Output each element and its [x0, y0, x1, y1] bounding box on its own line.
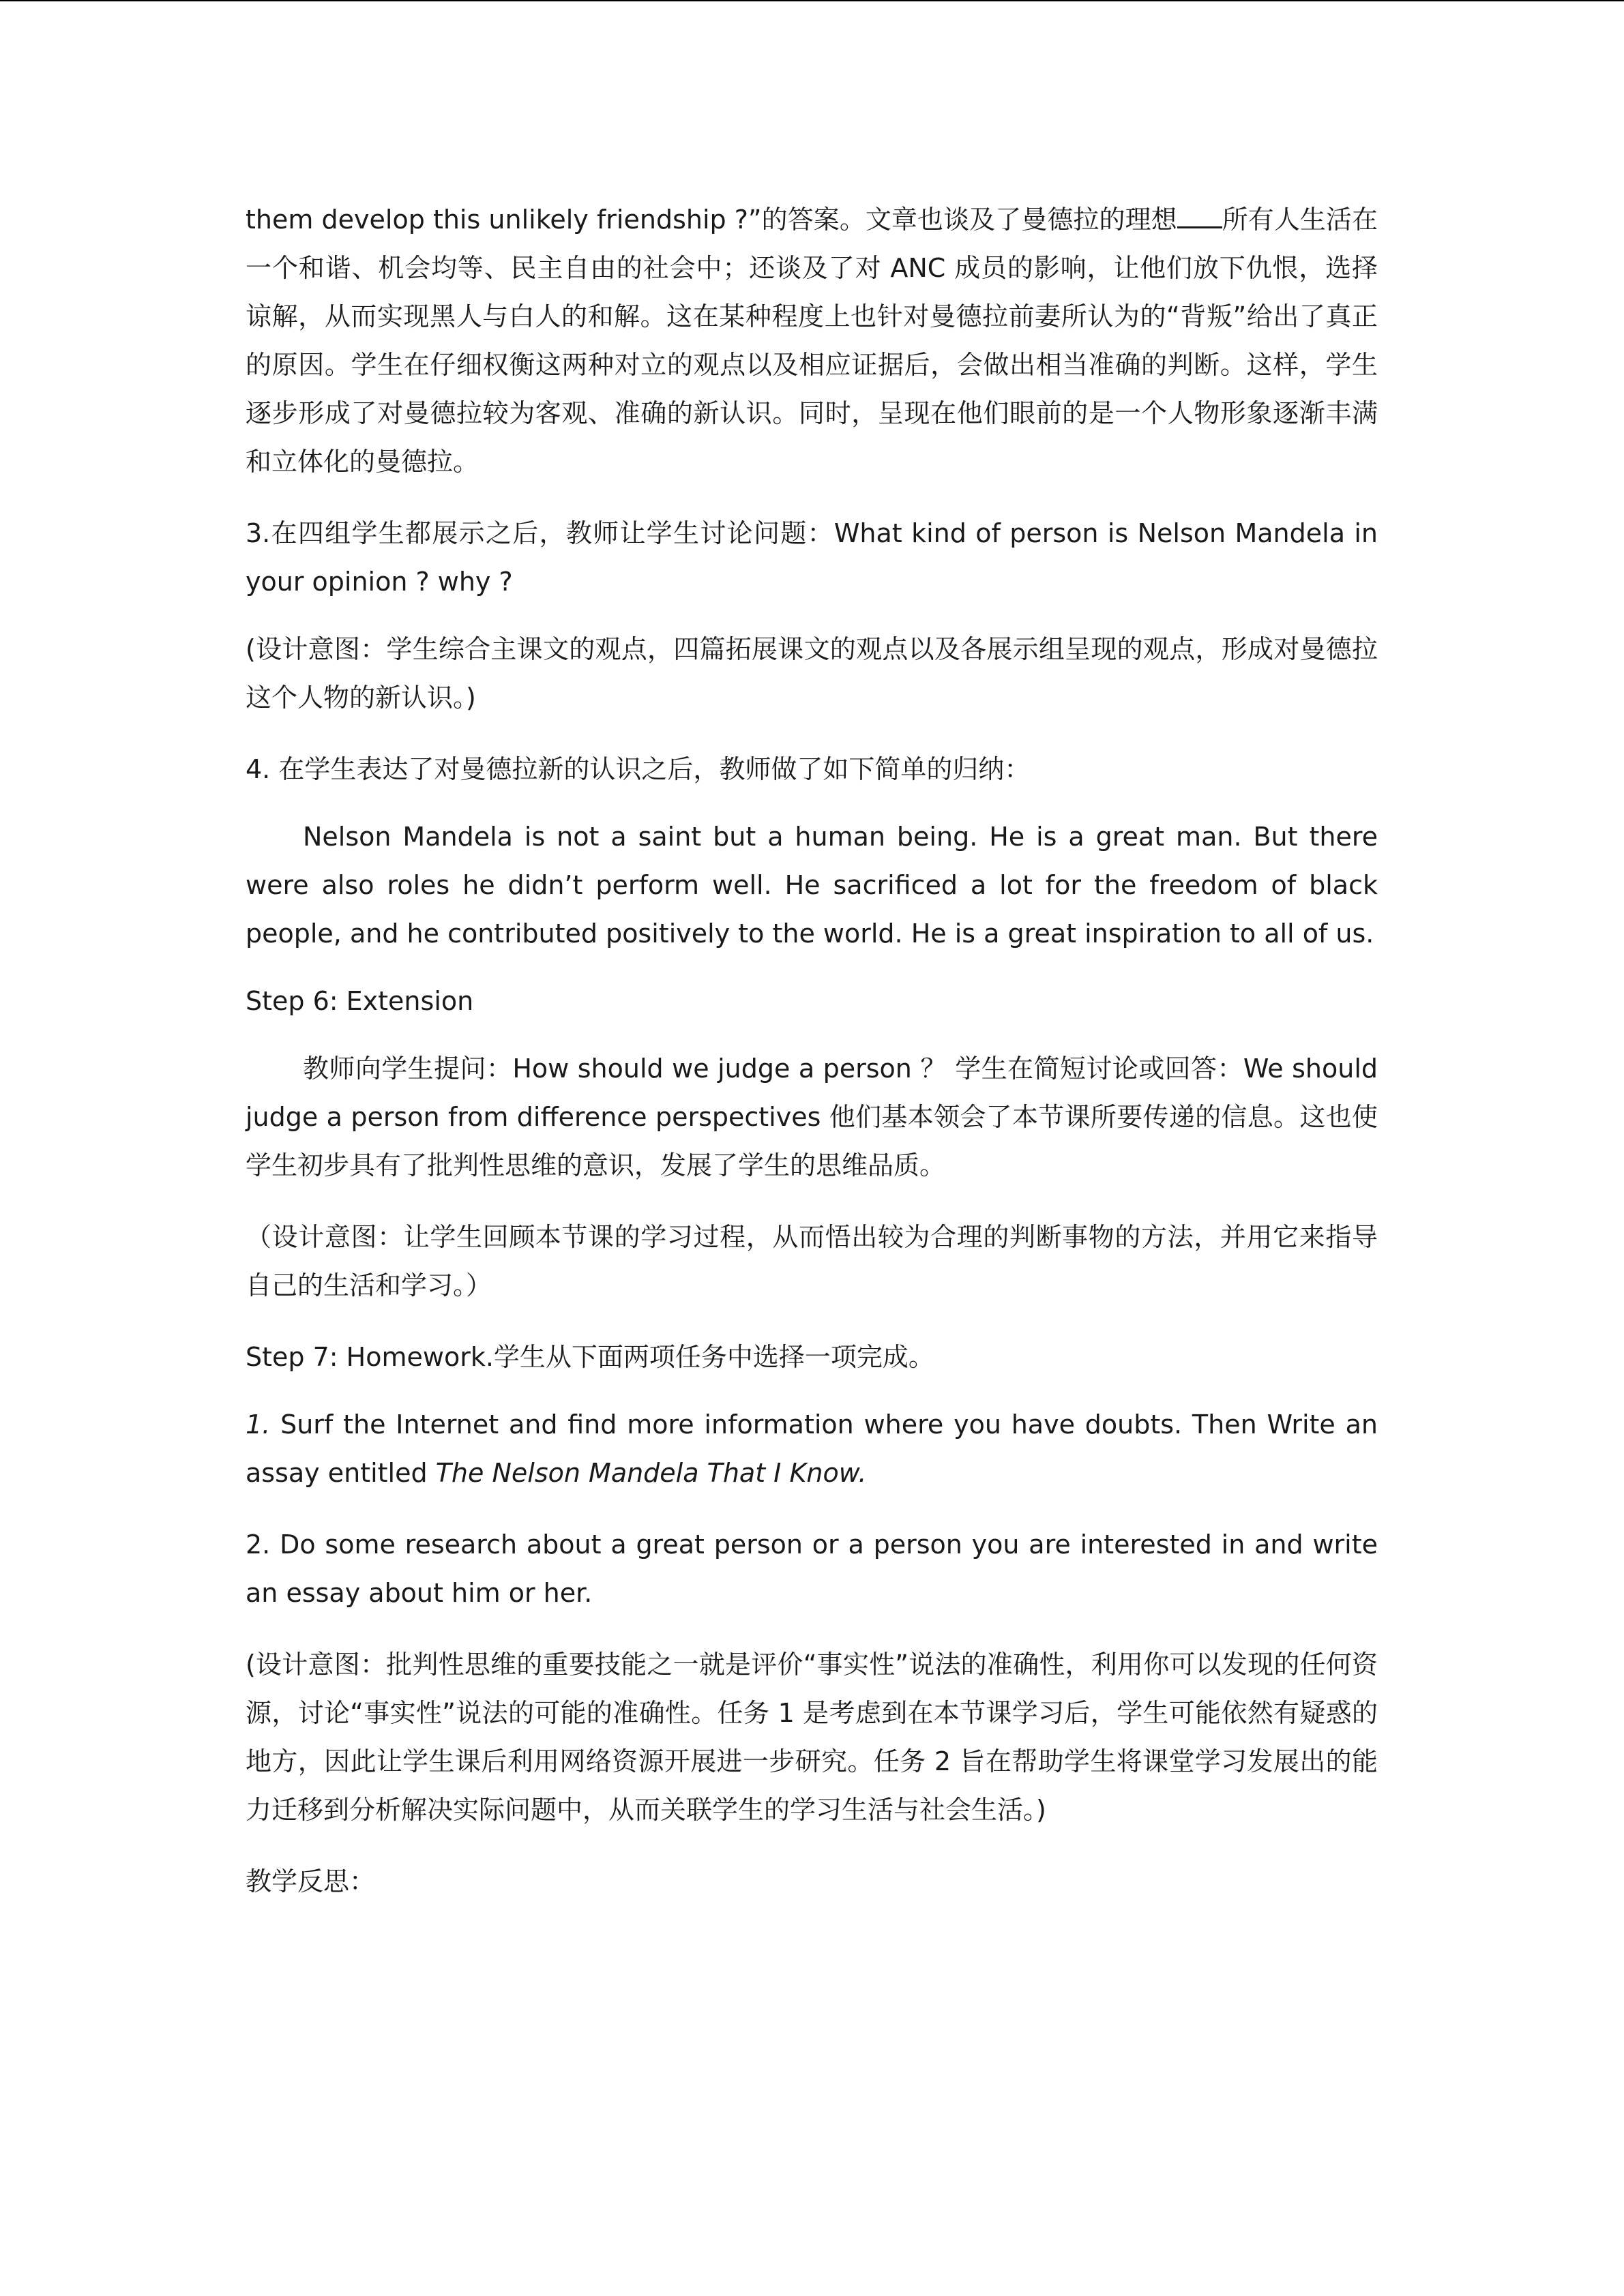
task-text: Surf the Internet and find more information where you have doubts. Then Write an assay entitled: [246, 1410, 1378, 1488]
document-body: [246, 196, 1378, 1929]
homework-task-1: [246, 1401, 1378, 1497]
paragraph-teacher-summary: Nelson Mandela is not a saint but a human being. He is a great man. But there were also roles he didn’t perform well. He sacrificed a lot for the freedom of black people, and he contributed positively to the world. He is a great inspiration to all of us.: [246, 822, 1378, 949]
text-run: 所有人生活在一个和谐、机会均等、民主自由的社会中；还谈及了对 ANC 成员的影响，让他们放下仇恨，选择谅解，从而实现黑人与白人的和解。这在某种程度上也针对曼德拉前妻所认为的“背叛”给出了真正的原因。学生在仔细权衡这两种对立的观点以及相应证据后，会做出相当准确的判断。这样，学生逐步形成了对曼德拉较为客观、准确的新认识。同时，呈现在他们眼前的是一个人物形象逐渐丰满和立体化的曼德拉。: [246, 205, 1378, 477]
paragraph-case-analysis: [246, 196, 1378, 486]
homework-task-2: 2. Do some research about a great person or a person you are interested in and write an essay about him or her.: [246, 1530, 1378, 1608]
paragraph-design-intent-1: (设计意图：学生综合主课文的观点，四篇拓展课文的观点以及各展示组呈现的观点，形成对曼德拉这个人物的新认识。): [246, 634, 1378, 713]
paragraph-design-intent-2: （设计意图：让学生回顾本节课的学习过程，从而悟出较为合理的判断事物的方法，并用它来指导自己的生活和学习。）: [246, 1222, 1378, 1300]
step-6-heading: Step 6: Extension: [246, 986, 474, 1016]
paragraph-extension: 教师向学生提问：How should we judge a person ？ 学生在简短讨论或回答：We should judge a person from difference perspectives 他们基本领会了本节课所要传递的信息。这也使学生初步具有了批判性思维的意识，发展了学生的思维品质。: [246, 1054, 1378, 1180]
fill-in-blank: [1177, 200, 1222, 228]
paragraph-teacher-summary-intro: 4. 在学生表达了对曼德拉新的认识之后，教师做了如下简单的归纳：: [246, 754, 1031, 784]
task-number: 1.: [246, 1410, 271, 1440]
paragraph-design-intent-3: (设计意图：批判性思维的重要技能之一就是评价“事实性”说法的准确性，利用你可以发现的任何资源，讨论“事实性”说法的可能的准确性。任务 1 是考虑到在本节课学习后，学生可能依然有疑惑的地方，因此让学生课后利用网络资源开展进一步研究。任务 2 旨在帮助学生将课堂学习发展出的能力迁移到分析解决实际问题中，从而关联学生的学习生活与社会生活。): [246, 1650, 1378, 1825]
essay-title: The Nelson Mandela That I Know.: [435, 1458, 867, 1488]
paragraph-discussion-question: 3.在四组学生都展示之后，教师让学生讨论问题：What kind of person is Nelson Mandela in your opinion ? why ?: [246, 518, 1378, 597]
text-run: them develop this unlikely friendship ?”的答案。文章也谈及了曼德拉的理想: [246, 205, 1177, 235]
teaching-reflection-heading: 教学反思：: [246, 1866, 376, 1896]
step-7-heading: Step 7: Homework.学生从下面两项任务中选择一项完成。: [246, 1342, 934, 1372]
